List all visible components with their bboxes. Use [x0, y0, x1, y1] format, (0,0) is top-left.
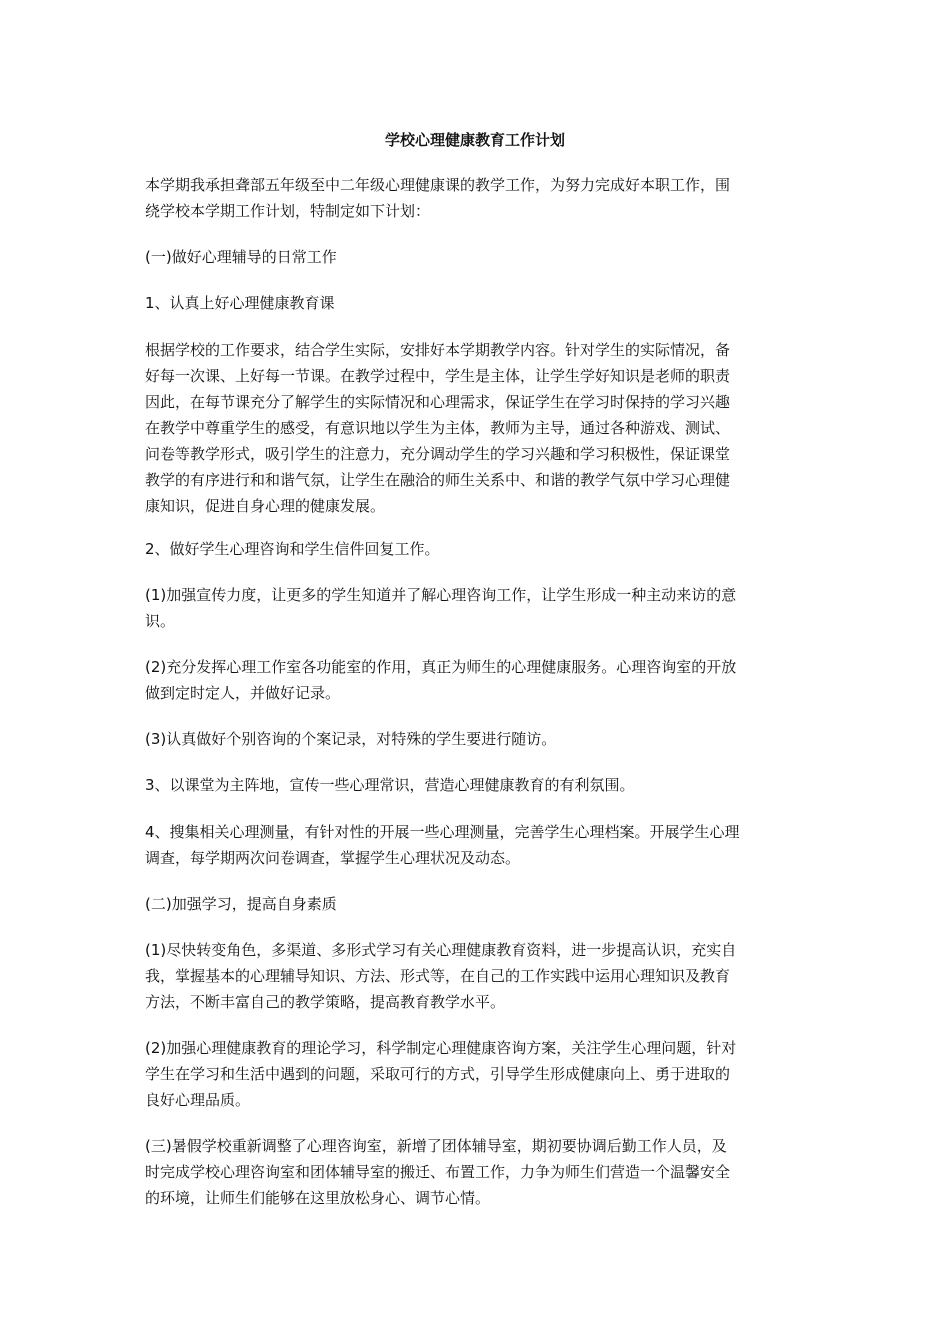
- paragraph-line: (2)加强心理健康教育的理论学习，科学制定心理健康咨询方案，关注学生心理问题，针对: [145, 1039, 737, 1057]
- paragraph-line: 1、认真上好心理健康教育课: [145, 294, 335, 312]
- paragraph-line: 康知识，促进自身心理的健康发展。: [145, 497, 386, 515]
- paragraph-line: 2、做好学生心理咨询和学生信件回复工作。: [145, 540, 440, 558]
- paragraph-line: 3、以课堂为主阵地，宣传一些心理常识，营造心理健康教育的有利氛围。: [145, 776, 635, 794]
- paragraph-line: (1)尽快转变角色，多渠道、多形式学习有关心理健康教育资料，进一步提高认识，充实自: [145, 941, 737, 959]
- paragraph-line: 好每一次课、上好每一节课。在教学过程中，学生是主体，让学生学好知识是老师的职责: [145, 367, 731, 385]
- paragraph: [145, 172, 815, 224]
- paragraph-line: 良好心理品质。: [145, 1091, 251, 1109]
- paragraph: [145, 726, 815, 752]
- paragraph-line: 因此，在每节课充分了解学生的实际情况和心理需求，保证学生在学习时保持的学习兴趣: [145, 393, 731, 411]
- paragraph-line: 做到定时定人，并做好记录。: [145, 684, 341, 702]
- paragraph-line: (一)做好心理辅导的日常工作: [145, 248, 337, 266]
- paragraph-line: 本学期我承担聋部五年级至中二年级心理健康课的教学工作，为努力完成好本职工作，围: [145, 176, 731, 194]
- paragraph-line: (2)充分发挥心理工作室各功能室的作用，真正为师生的心理健康服务。心理咨询室的开放: [145, 658, 737, 676]
- paragraph-line: (二)加强学习，提高自身素质: [145, 895, 337, 913]
- paragraph: [145, 337, 815, 519]
- paragraph-line: 调查，每学期两次问卷调查，掌握学生心理状况及动态。: [145, 849, 521, 867]
- paragraph: [145, 937, 815, 1015]
- paragraph: [145, 891, 815, 917]
- paragraph-line: 识。: [145, 612, 176, 630]
- document-title: 学校心理健康教育工作计划: [384, 131, 565, 149]
- paragraph-line: (三)暑假学校重新调整了心理咨询室，新增了团体辅导室，期初要协调后勤工作人员，及: [145, 1137, 727, 1155]
- paragraph: [145, 536, 815, 562]
- paragraph: [145, 772, 815, 798]
- paragraph-line: 时完成学校心理咨询室和团体辅导室的搬迁、布置工作，力争为师生们营造一个温馨安全: [145, 1163, 731, 1181]
- paragraph: [145, 1133, 815, 1211]
- paragraph-line: 方法，不断丰富自己的教学策略，提高教育教学水平。: [145, 993, 506, 1011]
- paragraph-line: 学生在学习和生活中遇到的问题，采取可行的方式，引导学生形成健康向上、勇于进取的: [145, 1065, 731, 1083]
- paragraph-line: 的环境，让师生们能够在这里放松身心、调节心情。: [145, 1189, 491, 1207]
- paragraph-line: 问卷等教学形式，吸引学生的注意力，充分调动学生的学习兴趣和学习积极性，保证课堂: [145, 445, 731, 463]
- paragraph-line: 根据学校的工作要求，结合学生实际，安排好本学期教学内容。针对学生的实际情况，备: [145, 341, 731, 359]
- paragraph: [145, 290, 815, 316]
- paragraph-line: (1)加强宣传力度，让更多的学生知道并了解心理咨询工作，让学生形成一种主动来访的意: [145, 586, 737, 604]
- paragraph-line: 我，掌握基本的心理辅导知识、方法、形式等，在自己的工作实践中运用心理知识及教育: [145, 967, 731, 985]
- paragraph-line: 教学的有序进行和和谐气氛，让学生在融洽的师生关系中、和谐的教学气氛中学习心理健: [145, 471, 731, 489]
- paragraph: [145, 819, 815, 871]
- paragraph: [145, 582, 815, 634]
- paragraph-line: 在教学中尊重学生的感受，有意识地以学生为主体，教师为主导，通过各种游戏、测试、: [145, 419, 731, 437]
- paragraph: [145, 1035, 815, 1113]
- paragraph-line: 绕学校本学期工作计划，特制定如下计划：: [145, 202, 431, 220]
- paragraph-line: 4、搜集相关心理测量，有针对性的开展一些心理测量，完善学生心理档案。开展学生心理: [145, 823, 740, 841]
- paragraph: [145, 244, 815, 270]
- paragraph-line: (3)认真做好个别咨询的个案记录，对特殊的学生要进行随访。: [145, 730, 557, 748]
- paragraph: [145, 654, 815, 706]
